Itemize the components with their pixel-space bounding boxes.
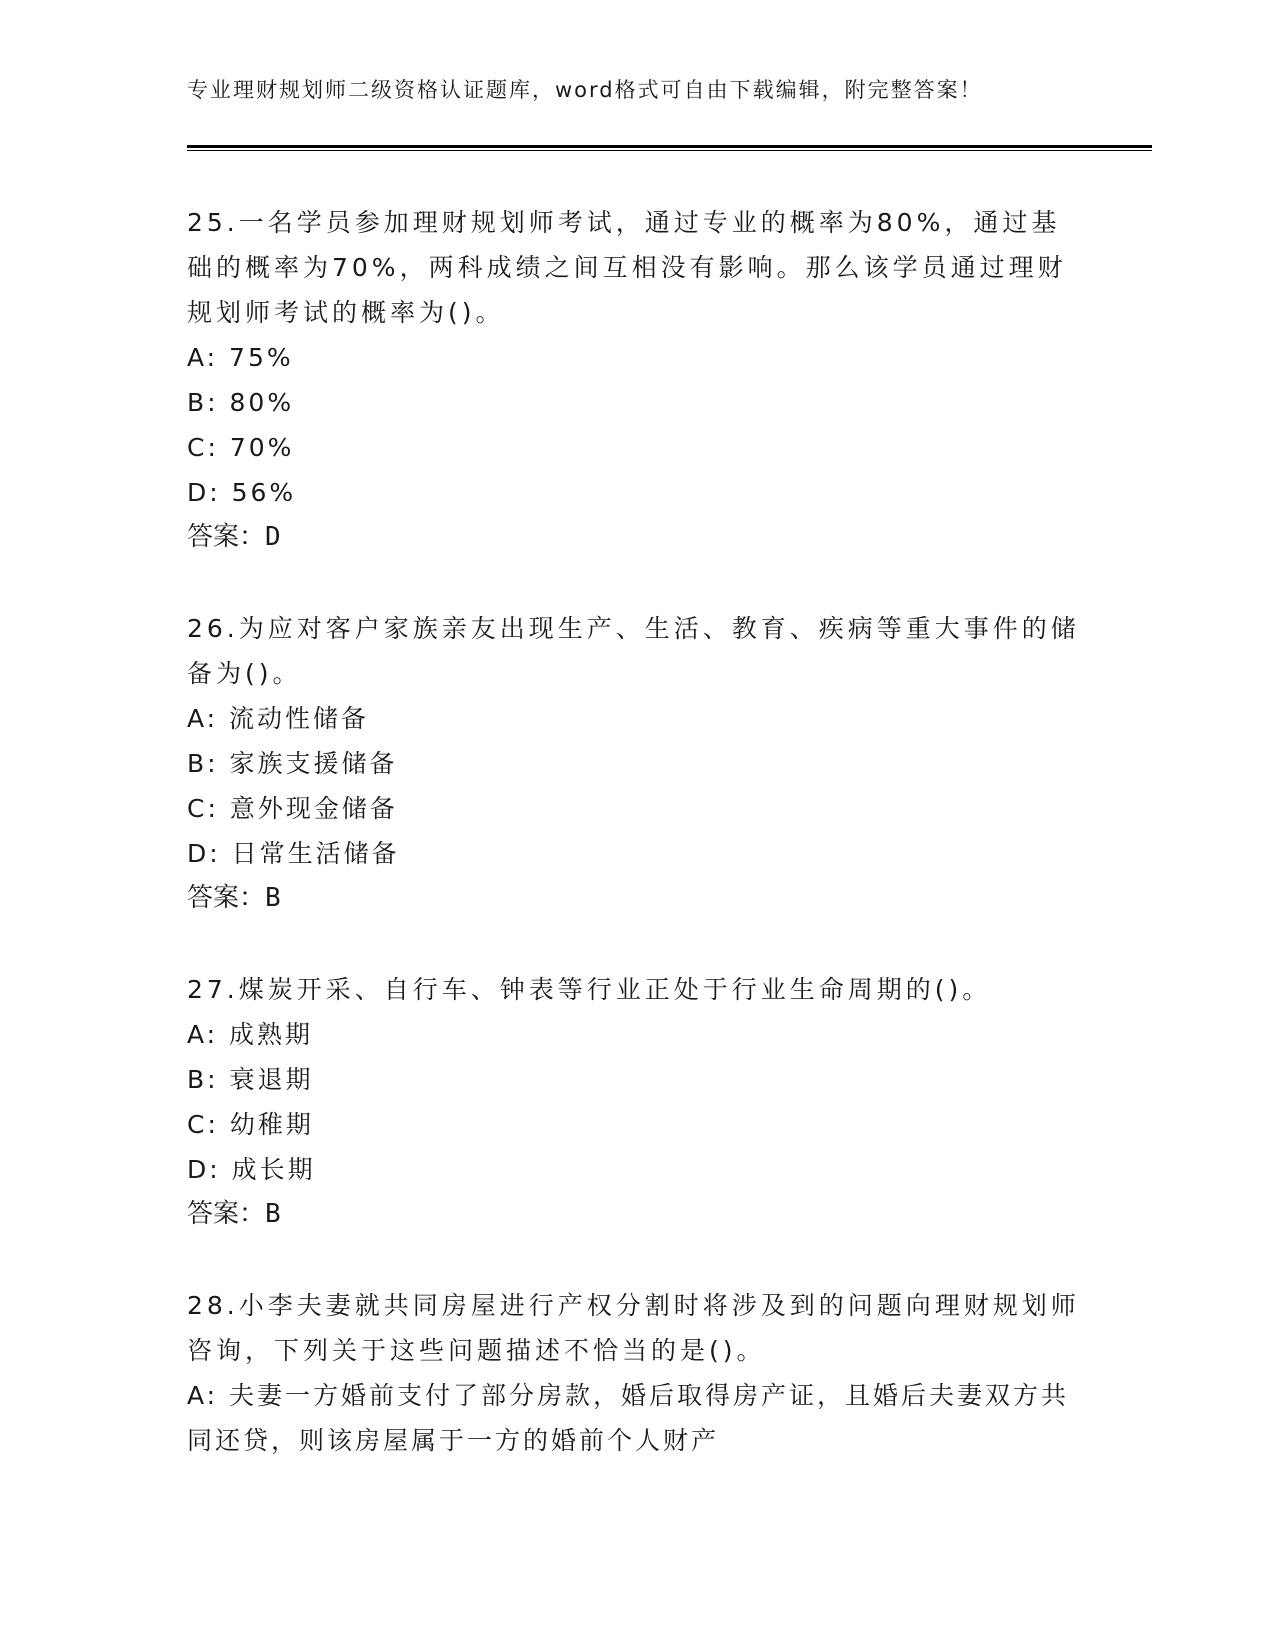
question-26 <box>187 606 1087 921</box>
option-b: B: 80% <box>187 388 295 417</box>
header-rule-thick <box>187 145 1152 148</box>
question-25 <box>187 200 1087 560</box>
question-28 <box>187 1283 1087 1463</box>
option-a: A: 流动性储备 <box>187 704 370 733</box>
answer-value: D <box>265 522 281 552</box>
answer-label: 答案： <box>187 1199 266 1229</box>
answer <box>187 1192 1087 1237</box>
option-c: C: 70% <box>187 433 295 462</box>
question-text: 28.小李夫妻就共同房屋进行产权分割时将涉及到的问题向理财规划师咨询，下列关于这些问题描述不恰当的是()。 <box>187 1291 1080 1365</box>
option-b: B: 家族支援储备 <box>187 749 398 778</box>
question-list <box>187 200 1087 1509</box>
option-b: B: 衰退期 <box>187 1065 314 1094</box>
answer-value: B <box>265 1199 281 1229</box>
option-a: A: 成熟期 <box>187 1020 314 1049</box>
answer <box>187 876 1087 921</box>
option-d: D: 成长期 <box>187 1155 316 1184</box>
answer-value: B <box>265 883 281 913</box>
question-text: 25.一名学员参加理财规划师考试，通过专业的概率为80%，通过基础的概率为70%，两科成绩之间互相没有影响。那么该学员通过理财规划师考试的概率为()。 <box>187 208 1067 327</box>
question-27 <box>187 967 1087 1237</box>
option-c: C: 幼稚期 <box>187 1110 314 1139</box>
option-d: D: 日常生活储备 <box>187 839 400 868</box>
answer-label: 答案： <box>187 883 266 913</box>
question-text: 26.为应对客户家族亲友出现生产、生活、教育、疾病等重大事件的储备为()。 <box>187 614 1080 688</box>
answer <box>187 515 1087 560</box>
option-a: A: 夫妻一方婚前支付了部分房款，婚后取得房产证，且婚后夫妻双方共同还贷，则该房屋属于一方的婚前个人财产 <box>187 1381 1070 1455</box>
option-a: A: 75% <box>187 343 294 372</box>
header-rule-thin <box>187 150 1152 151</box>
question-text: 27.煤炭开采、自行车、钟表等行业正处于行业生命周期的()。 <box>187 975 992 1004</box>
option-d: D: 56% <box>187 478 297 507</box>
page-header: 专业理财规划师二级资格认证题库，word格式可自由下载编辑，附完整答案！ <box>187 78 983 102</box>
option-c: C: 意外现金储备 <box>187 794 398 823</box>
answer-label: 答案： <box>187 522 266 552</box>
